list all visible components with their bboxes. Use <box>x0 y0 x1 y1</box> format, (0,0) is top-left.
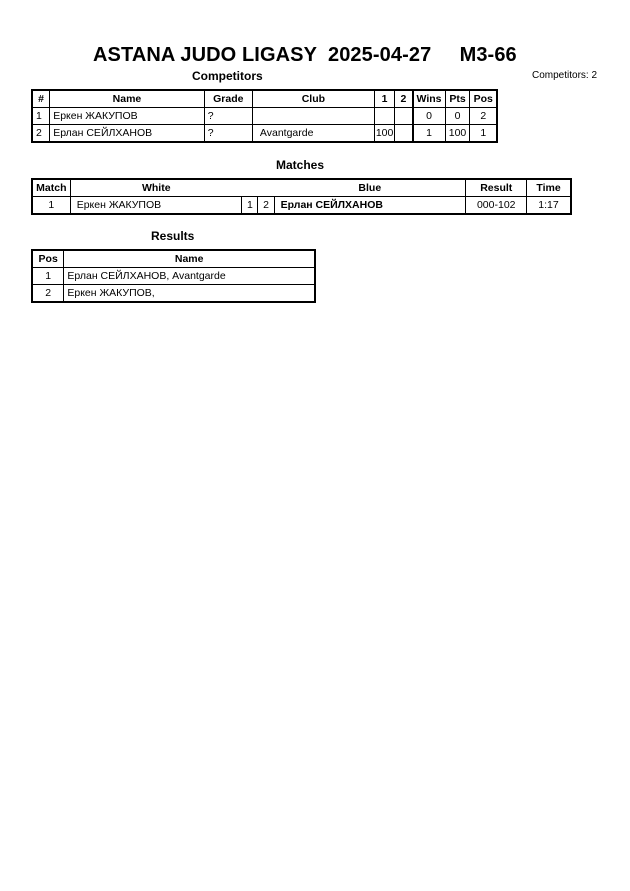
col-white: White <box>70 179 242 197</box>
page-title: ASTANA JUDO LIGASY 2025-04-27 M3-66 <box>93 44 517 66</box>
cell-pts: 100 <box>445 125 470 143</box>
cell-pos: 1 <box>470 125 497 143</box>
col-result: Result <box>466 179 527 197</box>
cell-r1 <box>374 108 395 125</box>
cell-r1: 100 <box>374 125 395 143</box>
cell-num: 2 <box>32 125 50 143</box>
results-header-row <box>32 250 315 268</box>
cell-name: Ерлан СЕЙЛХАНОВ, Avantgarde <box>64 268 315 285</box>
col-pts: Pts <box>445 90 470 108</box>
col-time: Time <box>527 179 571 197</box>
col-r1: 1 <box>374 90 395 108</box>
cell-name: Ерлан СЕЙЛХАНОВ <box>50 125 205 143</box>
col-white-num-header <box>242 179 258 197</box>
results-heading: Results <box>151 229 195 243</box>
competitors-heading: Competitors <box>192 69 263 83</box>
table-row <box>32 125 497 143</box>
col-blue: Blue <box>274 179 466 197</box>
cell-r2 <box>395 125 413 143</box>
col-num: # <box>32 90 50 108</box>
cell-wins: 0 <box>413 108 446 125</box>
matches-table <box>31 178 572 215</box>
table-row <box>32 108 497 125</box>
cell-num: 1 <box>32 108 50 125</box>
competitors-header-row <box>32 90 497 108</box>
col-name: Name <box>50 90 205 108</box>
cell-grade: ? <box>204 125 252 143</box>
cell-name: Еркен ЖАКУПОВ <box>50 108 205 125</box>
cell-blue: Ерлан СЕЙЛХАНОВ <box>274 197 466 215</box>
cell-r2 <box>395 108 413 125</box>
cell-club: Avantgarde <box>252 125 374 143</box>
col-club: Club <box>252 90 374 108</box>
cell-wins: 1 <box>413 125 446 143</box>
col-name: Name <box>64 250 315 268</box>
cell-club <box>252 108 374 125</box>
cell-grade: ? <box>204 108 252 125</box>
cell-pos: 1 <box>32 268 64 285</box>
matches-heading: Matches <box>276 158 325 172</box>
cell-white-num: 1 <box>242 197 258 215</box>
table-row <box>32 285 315 303</box>
col-pos: Pos <box>32 250 64 268</box>
cell-pos: 2 <box>470 108 497 125</box>
results-table <box>31 249 316 303</box>
cell-white: Еркен ЖАКУПОВ <box>70 197 242 215</box>
cell-pos: 2 <box>32 285 64 303</box>
matches-header-row <box>32 179 571 197</box>
table-row <box>32 268 315 285</box>
table-row <box>32 197 571 215</box>
col-wins: Wins <box>413 90 446 108</box>
cell-time: 1:17 <box>527 197 571 215</box>
col-r2: 2 <box>395 90 413 108</box>
cell-match: 1 <box>32 197 70 215</box>
cell-result: 000-102 <box>466 197 527 215</box>
competitors-table <box>31 89 498 143</box>
cell-pts: 0 <box>445 108 470 125</box>
competitors-count: Competitors: 2 <box>532 70 598 81</box>
col-match: Match <box>32 179 70 197</box>
cell-name: Еркен ЖАКУПОВ, <box>64 285 315 303</box>
cell-blue-num: 2 <box>258 197 274 215</box>
col-blue-num-header <box>258 179 274 197</box>
col-pos: Pos <box>470 90 497 108</box>
col-grade: Grade <box>204 90 252 108</box>
